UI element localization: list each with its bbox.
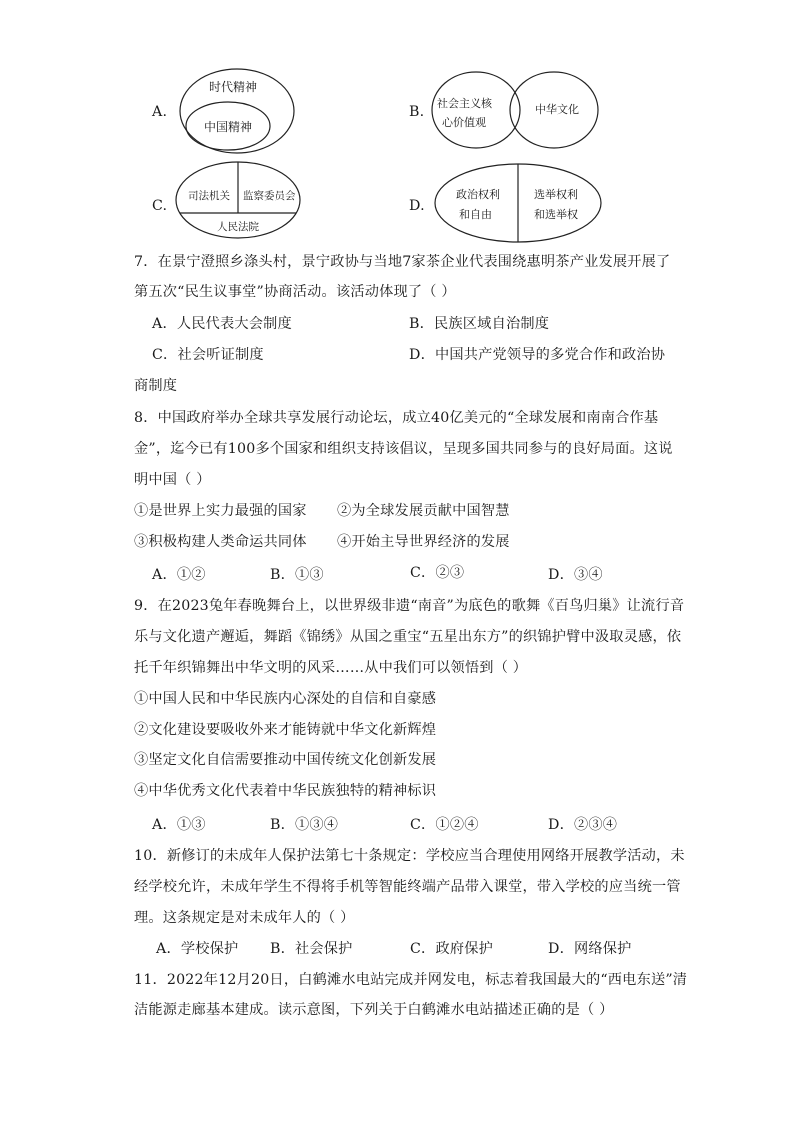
q8-stem-line-1: 8．中国政府举办全球共享发展行动论坛，成立40亿美元的“全球发展和南南合作基 (134, 410, 659, 426)
q8-stem-line-3: 明中国（ ） (134, 472, 211, 488)
diagram-d-right-text-1: 选举权利 (534, 188, 578, 201)
q7-stem-line-2: 第五次“民生议事堂”协商活动。该活动体现了（ ） (134, 284, 456, 300)
diagram-b-right-text: 中华文化 (535, 103, 579, 116)
q8-statement-2: ②为全球发展贡献中国智慧 (337, 503, 510, 519)
q9-statement-2: ②文化建设要吸收外来才能铸就中华文化新辉煌 (134, 722, 437, 738)
option-diagrams (0, 0, 793, 260)
q8-option-b: B．①③ (270, 567, 324, 583)
diagram-d-right-text-2: 和选举权 (534, 208, 578, 221)
q9-statement-4: ④中华优秀文化代表着中华民族独特的精神标识 (134, 783, 437, 799)
q11-stem-line-2: 洁能源走廊基本建成。读示意图，下列关于白鹤滩水电站描述正确的是（ ） (134, 1002, 614, 1018)
q7-option-d-line-2: 商制度 (134, 378, 178, 394)
q7-option-b: B．民族区域自治制度 (409, 316, 550, 332)
option-c-label: C. (152, 198, 168, 214)
q9-stem-line-2: 乐与文化遗产邂逅，舞蹈《锦绣》从国之重宝“五星出东方”的织锦护臂中汲取灵感，依 (134, 629, 682, 645)
q7-stem-line-1: 7．在景宁澄照乡涤头村，景宁政协与当地7家茶企业代表围绕惠明茶产业发展开展了 (134, 254, 671, 270)
q9-option-d: D．②③④ (548, 817, 618, 833)
diagram-d-left-text-1: 政治权利 (456, 188, 500, 201)
q10-option-c: C．政府保护 (410, 941, 493, 957)
diagram-c-right-text: 监察委员会 (243, 190, 296, 202)
q7-option-c: C．社会听证制度 (152, 347, 264, 363)
q10-option-d: D．网络保护 (548, 941, 632, 957)
diagram-c-left-text: 司法机关 (188, 190, 230, 202)
q9-option-c: C．①②④ (410, 817, 479, 833)
option-a-label: A. (152, 104, 168, 120)
diagram-b-left-text-1: 社会主义核 (437, 97, 492, 110)
q9-option-a: A．①③ (152, 817, 206, 833)
q9-stem-line-1: 9．在2023兔年春晚舞台上，以世界级非遗“南音”为底色的歌舞《百鸟归巢》让流行音 (134, 598, 685, 614)
q10-stem-line-3: 理。这条规定是对未成年人的（ ） (134, 910, 355, 926)
q8-option-c: C．②③ (410, 565, 465, 581)
q9-statement-1: ①中国人民和中华民族内心深处的自信和自豪感 (134, 691, 437, 707)
q10-option-a: A．学校保护 (156, 941, 239, 957)
q9-stem-line-3: 托千年织锦舞出中华文明的风采……从中我们可以领悟到（ ） (134, 660, 528, 676)
q8-option-d: D．③④ (548, 567, 603, 583)
diagram-b-left-text-2: 心价值观 (442, 116, 486, 129)
q10-stem-line-2: 经学校允许，未成年学生不得将手机等智能终端产品带入课堂，带入学校的应当统一管 (134, 879, 681, 895)
q10-option-b: B．社会保护 (270, 941, 353, 957)
q8-statement-1: ①是世界上实力最强的国家 (134, 503, 307, 519)
q11-stem-line-1: 11．2022年12月20日，白鹤滩水电站完成并网发电，标志着我国最大的“西电东送”清 (134, 972, 688, 988)
q8-statement-4: ④开始主导世界经济的发展 (337, 534, 510, 550)
diagram-a-outer-text: 时代精神 (209, 80, 258, 94)
diagram-a-inner-text: 中国精神 (204, 120, 253, 134)
q9-option-b: B．①③④ (270, 817, 339, 833)
q8-stem-line-2: 金”，迄今已有100多个国家和组织支持该倡议，呈现多国共同参与的良好局面。这说 (134, 441, 673, 457)
q10-stem-line-1: 10．新修订的未成年人保护法第七十条规定：学校应当合理使用网络开展教学活动，未 (134, 848, 685, 864)
q7-option-a: A．人民代表大会制度 (152, 316, 292, 332)
q8-option-a: A．①② (152, 567, 206, 583)
q7-option-d-line-1: D．中国共产党领导的多党合作和政治协 (409, 347, 666, 363)
option-d-label: D. (409, 198, 425, 214)
diagram-c-bottom-text: 人民法院 (217, 221, 259, 233)
q9-statement-3: ③坚定文化自信需要推动中国传统文化创新发展 (134, 752, 437, 768)
option-b-label: B. (409, 104, 425, 120)
diagram-d-left-text-2: 和自由 (459, 208, 492, 221)
q8-statement-3: ③积极构建人类命运共同体 (134, 534, 307, 550)
